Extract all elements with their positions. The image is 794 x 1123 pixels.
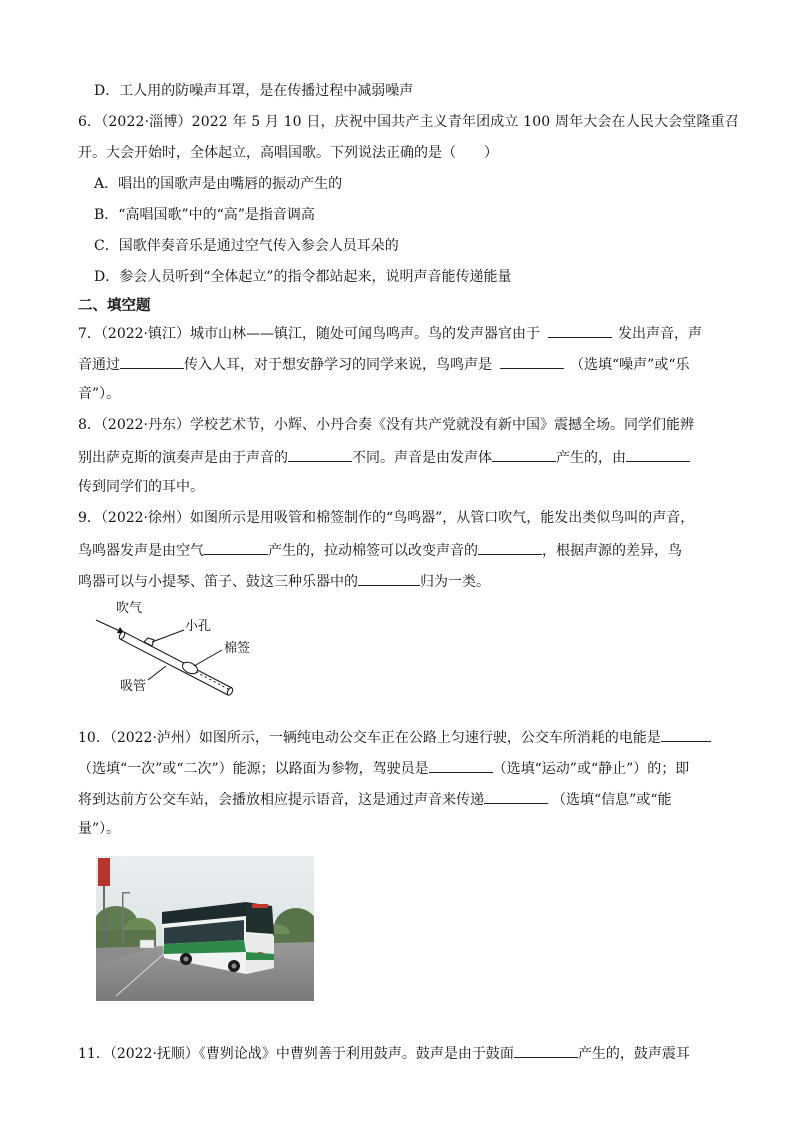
q9-line3 — [78, 570, 490, 592]
q8-line2 — [78, 446, 690, 468]
q8-line2-text-a: 别出萨克斯的演奏声是由于声音的 — [78, 450, 288, 466]
straw-leader — [148, 666, 166, 680]
q10-blank-2[interactable] — [429, 757, 493, 773]
q9-line2-text-a: 鸟鸣器发声是由空气 — [78, 543, 204, 559]
hole-leader — [152, 630, 184, 642]
q7-blank-3[interactable] — [500, 353, 564, 369]
q7-blank-1[interactable] — [548, 322, 612, 338]
q9-line2 — [78, 539, 682, 561]
q8-blank-1[interactable] — [288, 446, 352, 462]
q7-line1 — [78, 322, 702, 344]
q7-line2-text-b: 传入人耳，对于想安静学习的同学来说，鸟鸣声是 — [184, 357, 492, 373]
q6-stem-line1: 6．（2022·淄博）2022 年 5 月 10 日，庆祝中国共产主义青年团成立 100 周年大会在人民大会堂隆重召 — [78, 114, 739, 130]
q8-line2-text-b: 不同。声音是由发声体 — [352, 450, 492, 466]
q9-blank-1[interactable] — [204, 539, 268, 555]
q6-option-d: D．参会人员听到“全体起立”的指令都站起来，说明声音能传递能量 — [94, 269, 512, 285]
q9-line2-text-b: 产生的，拉动棉签可以改变声音的 — [268, 543, 478, 559]
q7-line3: 音”）。 — [78, 386, 121, 402]
q11-blank-1[interactable] — [514, 1042, 578, 1058]
red-banner — [98, 858, 110, 886]
q7-line2 — [78, 353, 689, 375]
section-fill-blank-heading: 二、填空题 — [78, 297, 151, 314]
q7-line2-text-c: （选填“噪声”或“乐 — [570, 357, 690, 373]
q8-blank-2[interactable] — [492, 446, 556, 462]
q10-line2 — [78, 757, 689, 779]
q6-stem-line2: 开。大会开始时，全体起立，高唱国歌。下列说法正确的是（ ） — [78, 145, 498, 161]
q10-line3-text-a: 将到达前方公交车站，会播放相应提示语音，这是通过声音来传递 — [78, 792, 484, 808]
q9-line3-text-a: 鸣器可以与小提琴、笛子、鼓这三种乐器中的 — [78, 574, 358, 590]
electric-bus-photo — [96, 856, 314, 1001]
bird-whistle-figure — [82, 600, 282, 700]
q7-line1-text-b: 发出声音，声 — [618, 326, 702, 342]
swab-leader — [194, 650, 222, 666]
q9-blank-2[interactable] — [478, 539, 542, 555]
fig-label-hole: 小孔 — [185, 619, 212, 634]
q9-line2-text-c: ，根据声源的差异，鸟 — [542, 543, 682, 559]
q10-line3-text-b: （选填“信息”或“能 — [552, 792, 672, 808]
q5-option-d: D．工人用的防噪声耳罩，是在传播过程中减弱噪声 — [94, 83, 414, 99]
blow-arrow — [96, 620, 122, 632]
q10-line4: 量”）。 — [78, 821, 121, 837]
fig-label-straw: 吸管 — [120, 679, 147, 694]
q8-blank-3[interactable] — [626, 446, 690, 462]
fig-label-swab: 棉签 — [224, 641, 251, 656]
q7-line2-text-a: 音通过 — [78, 357, 120, 373]
q11-line1-text-b: 产生的，鼓声震耳 — [577, 1046, 690, 1062]
q9-blank-3[interactable] — [358, 570, 420, 586]
q10-line2-text-a: （选填“一次”或“二次”）能源；以路面为参物，驾驶员是 — [78, 761, 429, 777]
q6-option-a: A．唱出的国歌声是由嘴唇的振动产生的 — [94, 176, 343, 192]
q11-line1 — [78, 1042, 690, 1064]
q11-line1-text-a: 11．（2022·抚顺）《曹刿论战》中曹刿善于利用鼓声。鼓声是由于鼓面 — [78, 1046, 514, 1062]
q9-line1: 9．（2022·徐州）如图所示是用吸管和棉签制作的“鸟鸣器”，从管口吹气，能发出类似鸟叫的声音， — [78, 510, 695, 526]
q8-line1: 8．（2022·丹东）学校艺术节，小辉、小丹合奏《没有共产党就没有新中国》震撼全场。同学们能辨 — [78, 417, 694, 433]
q8-line2-text-c: 产生的，由 — [556, 450, 626, 466]
q10-line2-text-b: （选填“运动”或“静止”）的；即 — [492, 761, 690, 777]
q10-blank-1[interactable] — [661, 726, 711, 742]
q10-blank-3[interactable] — [484, 788, 548, 804]
q7-line1-text-a: 7．（2022·镇江）城市山林——镇江，随处可闻鸟鸣声。鸟的发声器官由于 — [78, 326, 540, 342]
q10-line3 — [78, 788, 671, 810]
q9-line3-text-b: 归为一类。 — [420, 574, 490, 590]
q8-line3: 传到同学们的耳中。 — [78, 479, 204, 495]
q6-option-c: C．国歌伴奏音乐是通过空气传入参会人员耳朵的 — [94, 238, 399, 254]
q6-option-b: B．“高唱国歌”中的“高”是指音调高 — [94, 207, 315, 223]
fig-label-blow: 吹气 — [116, 601, 143, 616]
q10-line1 — [78, 726, 711, 748]
q7-blank-2[interactable] — [120, 353, 184, 369]
q10-line1-text: 10．（2022·泸州）如图所示，一辆纯电动公交车正在公路上匀速行驶，公交车所消耗的电能是 — [78, 730, 661, 746]
